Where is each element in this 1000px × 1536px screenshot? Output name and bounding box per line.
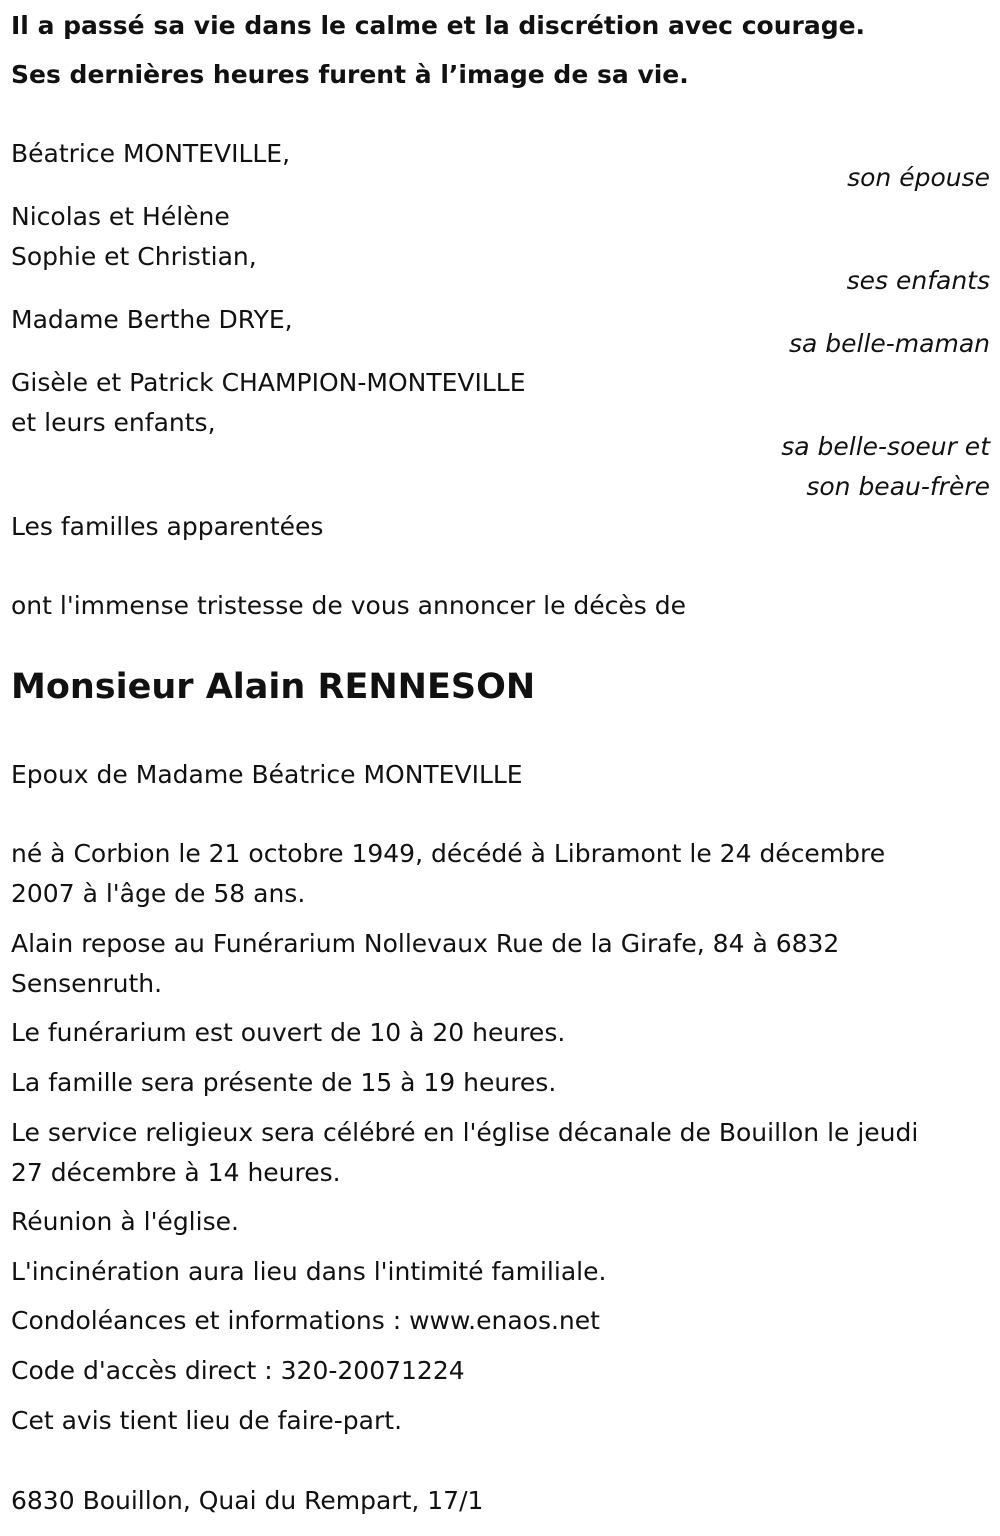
intro-line-1: Il a passé sa vie dans le calme et la discrétion avec courage. (11, 11, 866, 40)
address-line: 6830 Bouillon, Quai du Rempart, 17/1 (11, 1486, 484, 1515)
detail-line: Alain repose au Funérarium Nollevaux Rue de la Girafe, 84 à 6832 (11, 929, 840, 958)
family-name-line: Sophie et Christian, (11, 242, 257, 271)
family-relation: son épouse (847, 163, 990, 192)
detail-line: Le service religieux sera célébré en l'église décanale de Bouillon le jeudi (11, 1118, 919, 1147)
family-name-line: et leurs enfants, (11, 408, 216, 437)
detail-line: né à Corbion le 21 octobre 1949, décédé à Libramont le 24 décembre (11, 839, 886, 868)
family-relation: sa belle-maman (788, 329, 990, 358)
detail-line: L'incinération aura lieu dans l'intimité familiale. (11, 1257, 607, 1286)
detail-line: Le funérarium est ouvert de 10 à 20 heures. (11, 1018, 566, 1047)
detail-line: Sensenruth. (11, 969, 163, 998)
detail-line: Réunion à l'église. (11, 1207, 239, 1236)
family-relation: son beau-frère (806, 472, 990, 501)
family-relation: sa belle-soeur et (781, 432, 990, 461)
detail-line: 27 décembre à 14 heures. (11, 1158, 341, 1187)
detail-line: 2007 à l'âge de 58 ans. (11, 879, 306, 908)
detail-line: La famille sera présente de 15 à 19 heures. (11, 1068, 557, 1097)
family-relation: ses enfants (846, 266, 990, 295)
family-name-line: Les familles apparentées (11, 512, 324, 541)
announcement-text: ont l'immense tristesse de vous annoncer le décès de (11, 591, 687, 620)
intro-line-2: Ses dernières heures furent à l’image de sa vie. (11, 60, 689, 89)
family-name-line: Madame Berthe DRYE, (11, 305, 293, 334)
deceased-name: Monsieur Alain RENNESON (11, 667, 536, 707)
family-name-line: Béatrice MONTEVILLE, (11, 139, 291, 168)
family-name-line: Nicolas et Hélène (11, 202, 230, 231)
family-name-line: Gisèle et Patrick CHAMPION-MONTEVILLE (11, 368, 526, 397)
spouse-line: Epoux de Madame Béatrice MONTEVILLE (11, 760, 523, 789)
detail-line: Cet avis tient lieu de faire-part. (11, 1406, 403, 1435)
detail-line: Condoléances et informations : www.enaos.net (11, 1306, 600, 1335)
detail-line: Code d'accès direct : 320-20071224 (11, 1356, 465, 1385)
